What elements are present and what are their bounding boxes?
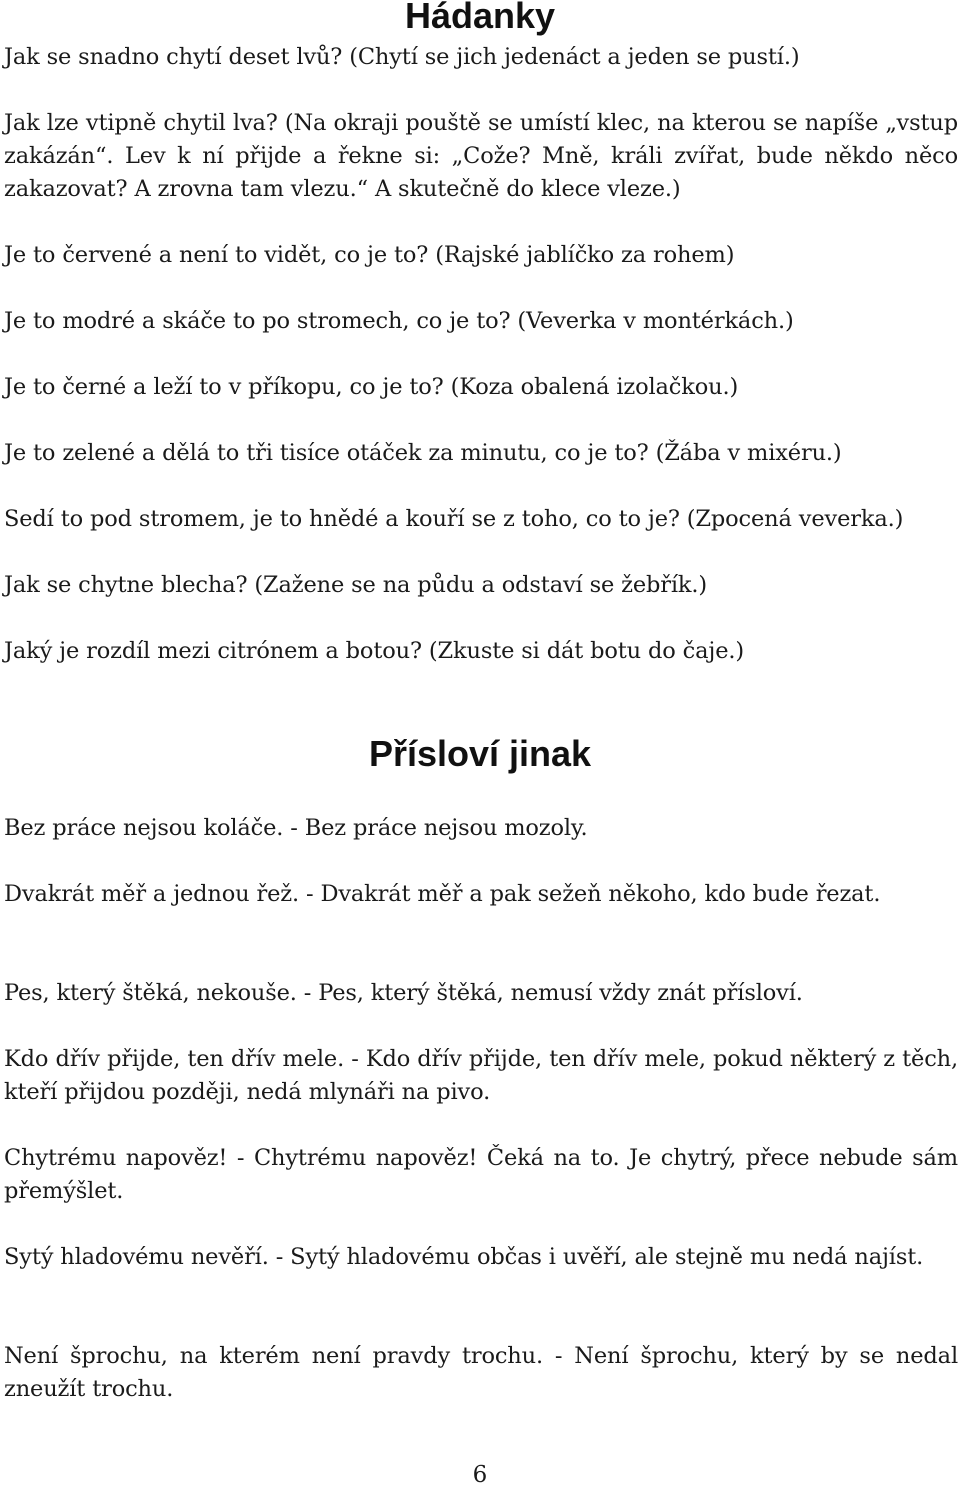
riddle-8: Jak se chytne blecha? (Zažene se na půdu a odstaví se žebřík.) (4, 572, 708, 598)
proverb-3: Pes, který štěká, nekouše. - Pes, který štěká, nemusí vždy znát přísloví. (4, 980, 803, 1006)
riddle-3: Je to červené a není to vidět, co je to? (Rajské jablíčko za rohem) (4, 242, 735, 268)
riddle-7: Sedí to pod stromem, je to hnědé a kouří se z toho, co to je? (Zpocená veverka.) (4, 506, 904, 532)
proverb-7: Není šprochu, na kterém není pravdy trochu. - Není šprochu, který by se nedal zneužít trochu. (4, 1343, 958, 1402)
proverb-1: Bez práce nejsou koláče. - Bez práce nejsou mozoly. (4, 815, 588, 841)
riddle-6: Je to zelené a dělá to tři tisíce otáček za minutu, co je to? (Žába v mixéru.) (4, 440, 842, 466)
proverbs-heading: Přísloví jinak (368, 733, 592, 774)
riddle-2: Jak lze vtipně chytil lva? (Na okraji pouště se umístí klec, na kterou se napíše „vstup zakázán“. Lev k ní přijde a řekne si: „Cože? Mně, králi zvířat, bude někdo něco zakazovat? A zrovna tam vlezu.“ A skutečně do klece vleze.) (4, 110, 958, 202)
riddle-4: Je to modré a skáče to po stromech, co je to? (Veverka v montérkách.) (4, 308, 794, 334)
riddle-1: Jak se snadno chytí deset lvů? (Chytí se jich jedenáct a jeden se pustí.) (4, 44, 800, 70)
proverb-2: Dvakrát měř a jednou řež. - Dvakrát měř a pak sežeň někoho, kdo bude řezat. (4, 881, 881, 907)
page-number: 6 (472, 1462, 488, 1488)
proverb-6: Sytý hladovému nevěří. - Sytý hladovému občas i uvěří, ale stejně mu nedá najíst. (4, 1244, 924, 1270)
riddles-heading: Hádanky (404, 0, 556, 36)
riddle-9: Jaký je rozdíl mezi citrónem a botou? (Zkuste si dát botu do čaje.) (4, 638, 744, 664)
proverb-4: Kdo dřív přijde, ten dřív mele. - Kdo dřív přijde, ten dřív mele, pokud některý z těch, kteří přijdou později, nedá mlynáři na pivo. (4, 1046, 958, 1105)
proverb-5: Chytrému napověz! - Chytrému napověz! Čeká na to. Je chytrý, přece nebude sám přemýšlet. (4, 1145, 958, 1204)
riddle-5: Je to černé a leží to v příkopu, co je to? (Koza obalená izolačkou.) (4, 374, 739, 400)
